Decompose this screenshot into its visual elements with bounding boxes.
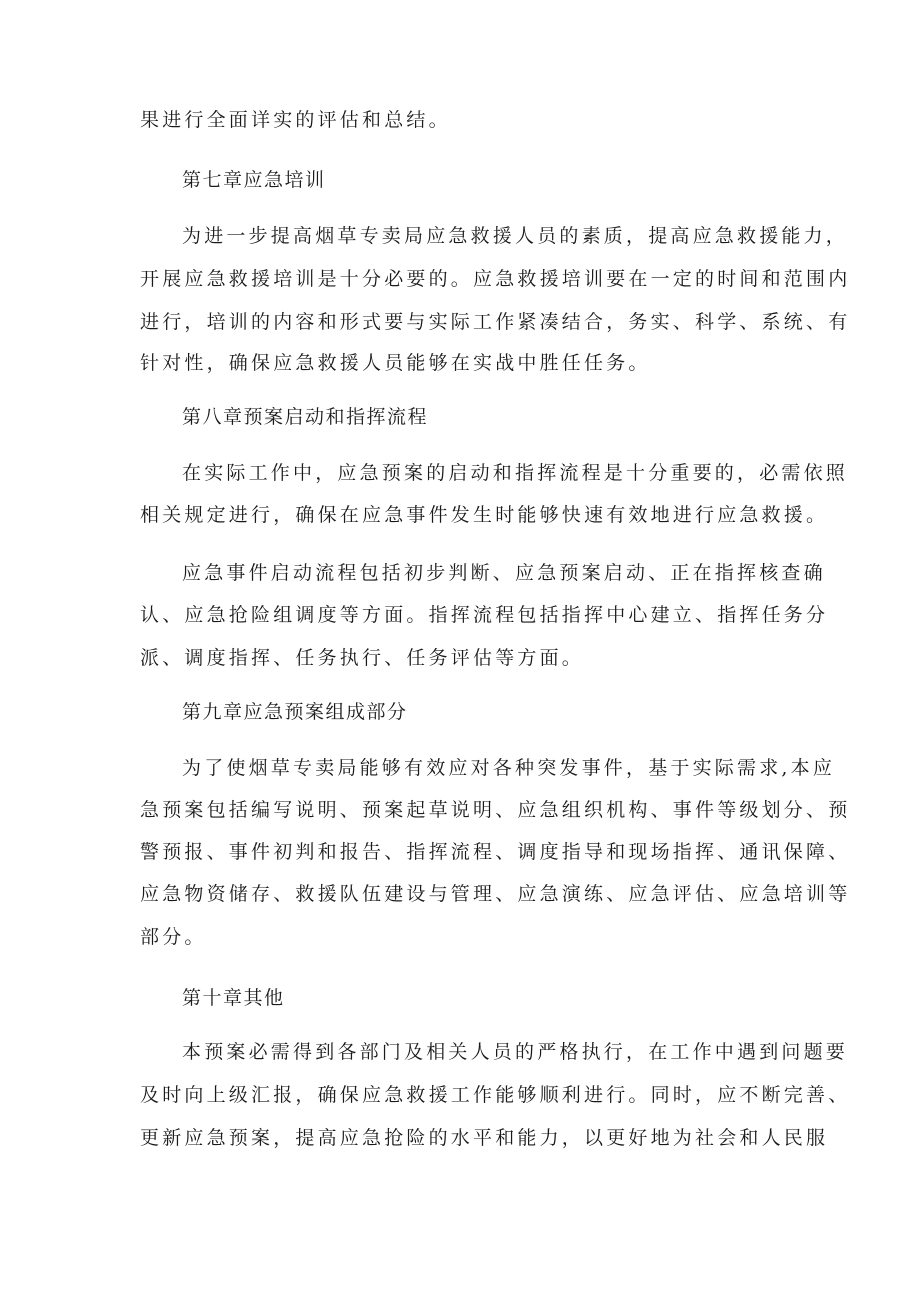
paragraph-line: 部分。: [140, 926, 207, 948]
paragraph-line: 急预案包括编写说明、预案起草说明、应急组织机构、事件等级划分、预: [140, 799, 851, 821]
paragraph-line: 相关规定进行，确保在应急事件发生时能够快速有效地进行应急救援。: [140, 504, 829, 526]
paragraph-line: 派、调度指挥、任务执行、任务评估等方面。: [140, 647, 585, 669]
paragraph-line: 警预报、事件初判和报告、指挥流程、调度指导和现场指挥、通讯保障、: [140, 841, 851, 863]
paragraph-line: 在实际工作中，应急预案的启动和指挥流程是十分重要的，必需依照: [182, 462, 849, 484]
chapter-7-heading: 第七章应急培训: [182, 169, 326, 191]
paragraph-line: 及时向上级汇报，确保应急救援工作能够顺利进行。同时，应不断完善、: [140, 1084, 851, 1106]
chapter-8-heading: 第八章预案启动和指挥流程: [182, 406, 429, 428]
paragraph-line: 应急物资储存、救援队伍建设与管理、应急演练、应急评估、应急培训等: [140, 883, 851, 905]
paragraph-line: 本预案必需得到各部门及相关人员的严格执行，在工作中遇到问题要: [182, 1041, 849, 1063]
paragraph-line: 果进行全面详实的评估和总结。: [140, 109, 451, 131]
paragraph-line: 开展应急救援培训是十分必要的。应急救援培训要在一定的时间和范围内: [140, 268, 851, 290]
paragraph-line: 应急事件启动流程包括初步判断、应急预案启动、正在指挥核查确: [182, 562, 826, 584]
paragraph-line: 针对性，确保应急救援人员能够在实战中胜任任务。: [140, 352, 651, 374]
chapter-10-heading: 第十章其他: [182, 987, 285, 1009]
paragraph-line: 为进一步提高烟草专卖局应急救援人员的素质，提高应急救援能力，: [182, 225, 849, 247]
chapter-9-heading: 第九章应急预案组成部分: [182, 701, 408, 723]
paragraph-line: 认、应急抢险组调度等方面。指挥流程包括指挥中心建立、指挥任务分: [140, 604, 829, 626]
paragraph-line: 进行，培训的内容和形式要与实际工作紧凑结合，务实、科学、系统、有: [140, 311, 851, 333]
paragraph-line: 为了使烟草专卖局能够有效应对各种突发事件，基于实际需求,本应: [182, 757, 836, 779]
paragraph-line: 更新应急预案，提高应急抢险的水平和能力，以更好地为社会和人民服: [140, 1127, 829, 1149]
